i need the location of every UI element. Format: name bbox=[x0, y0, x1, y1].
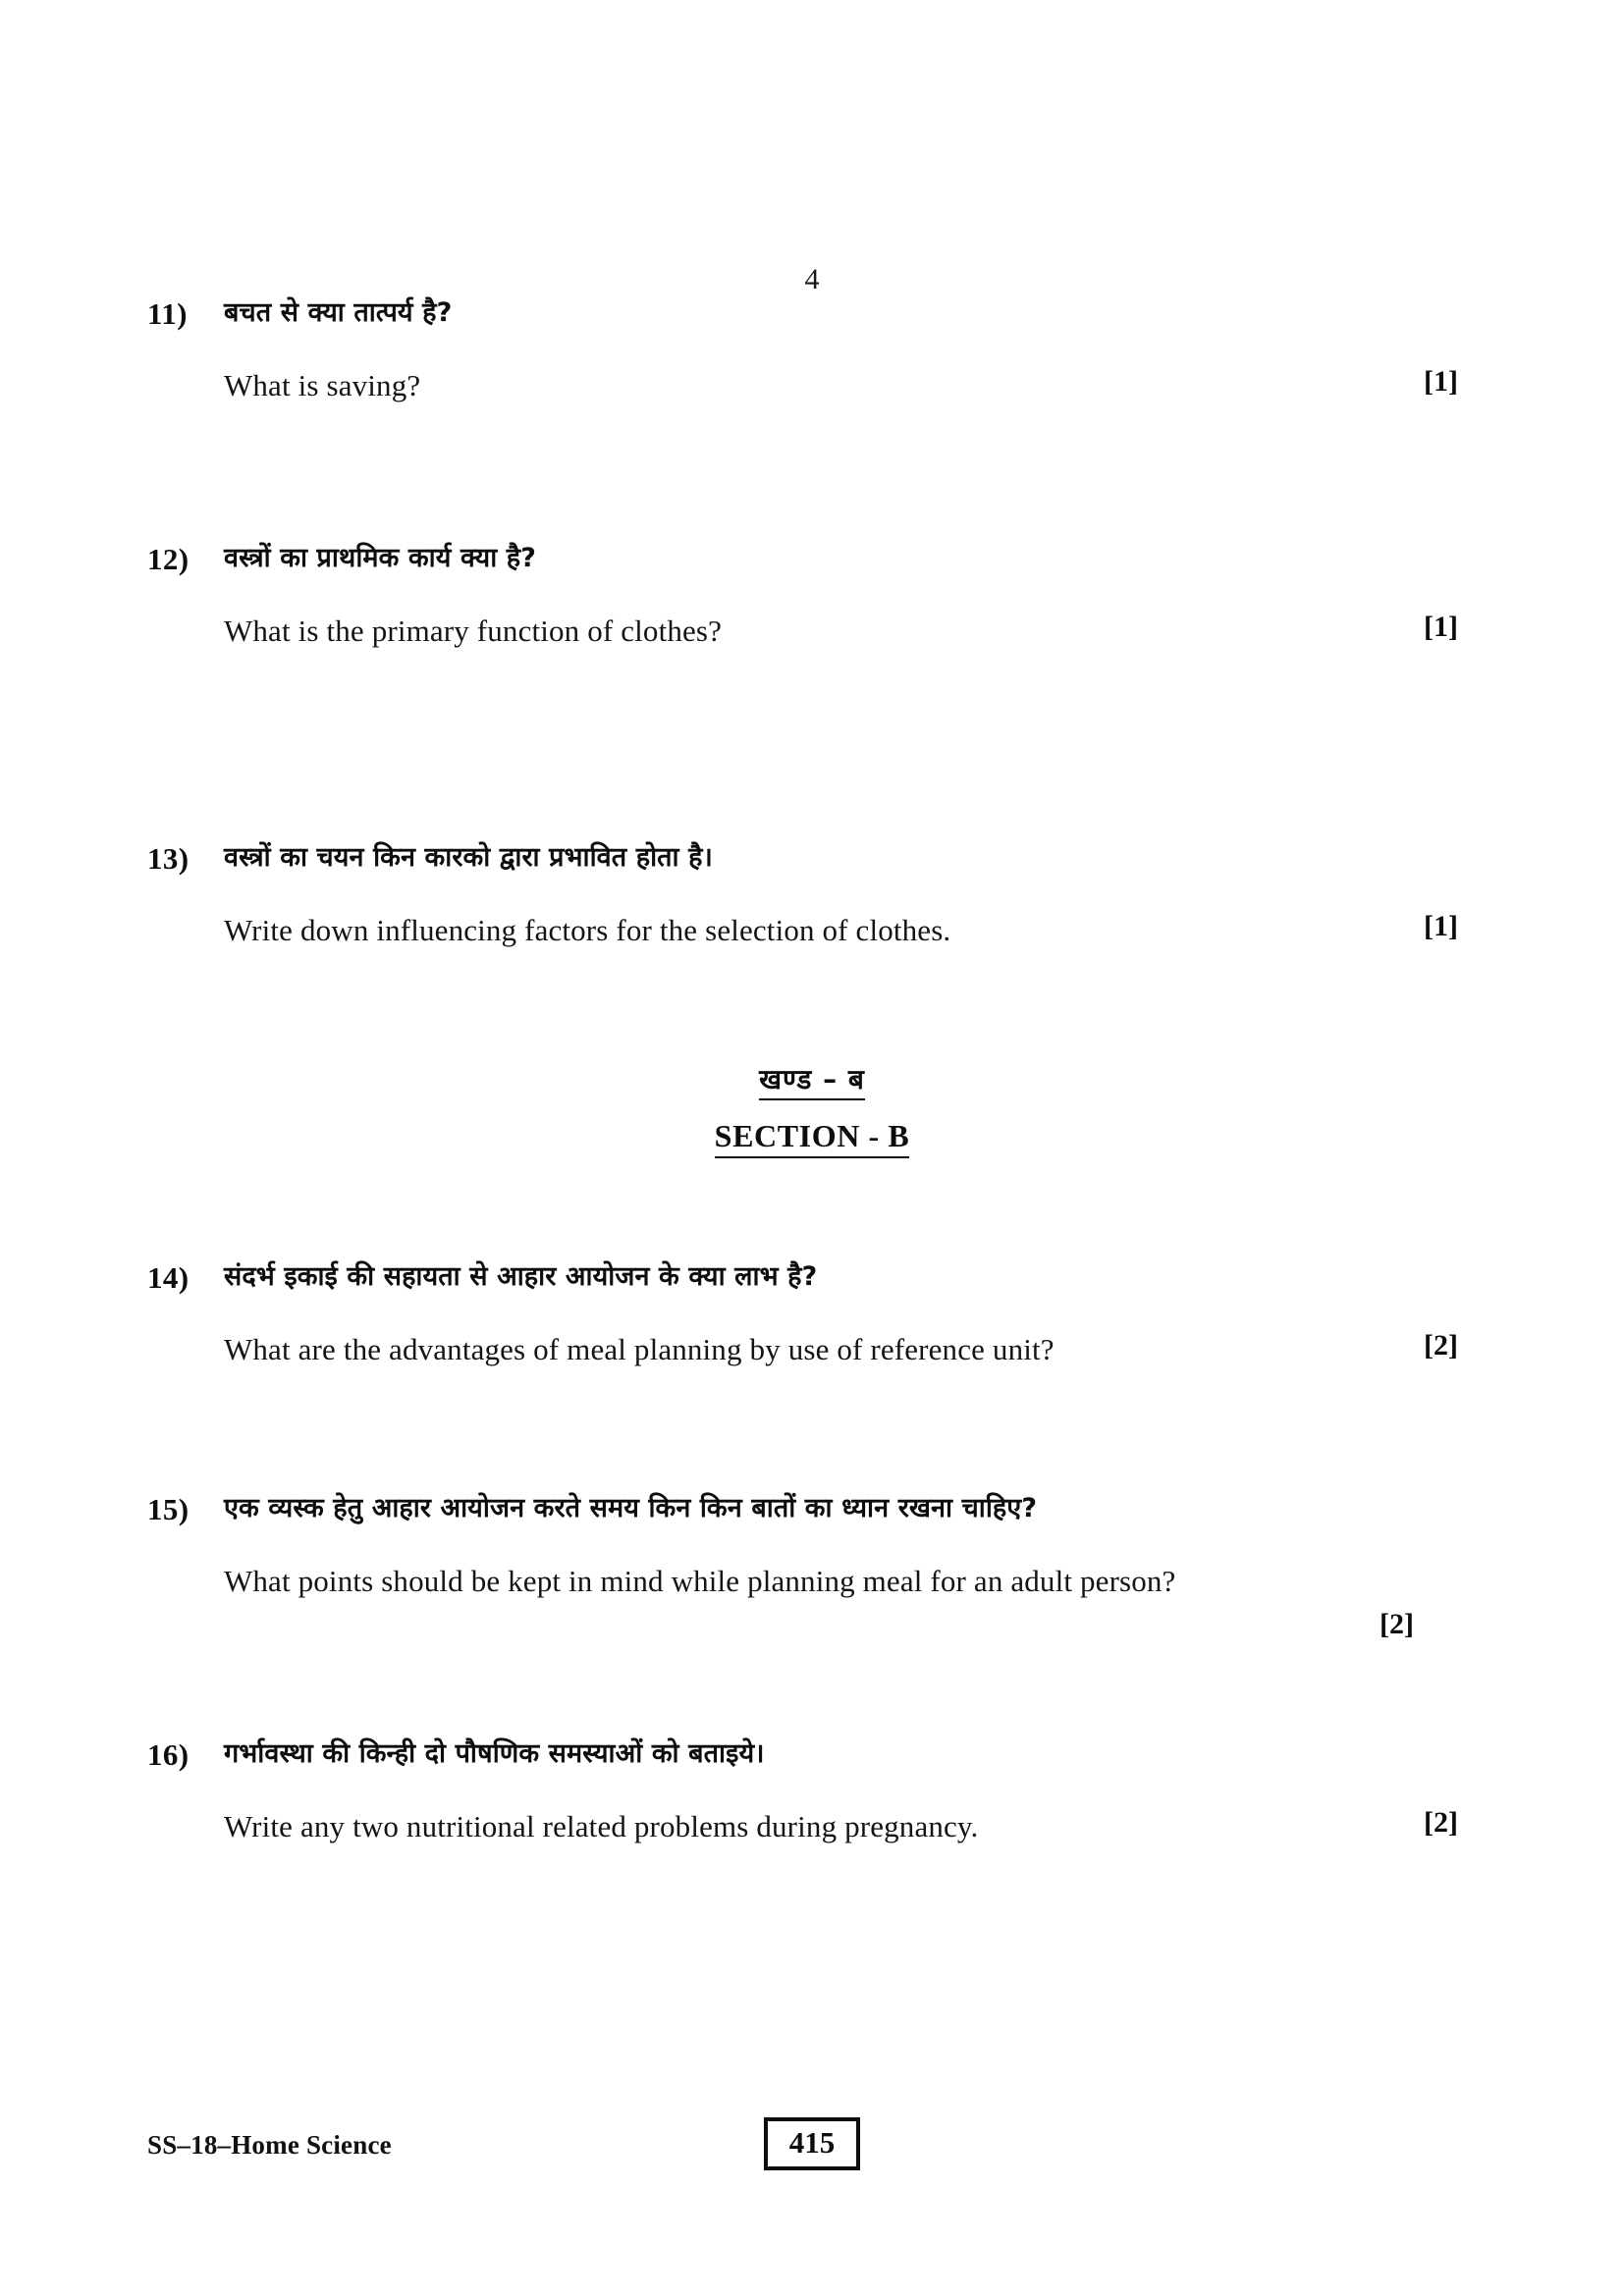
question-marks: [2] bbox=[1424, 1806, 1458, 1840]
section-heading-hindi bbox=[0, 1060, 1624, 1097]
question-hindi-row bbox=[147, 1735, 1468, 1775]
section-heading-english-text: SECTION - B bbox=[715, 1118, 910, 1158]
question-hindi-row bbox=[147, 1490, 1468, 1529]
question-block-16 bbox=[147, 1735, 1468, 1847]
question-text-hindi: गर्भावस्था की किन्ही दो पौषणिक समस्याओं को बताइये। bbox=[224, 1738, 765, 1769]
question-text-hindi: वस्त्रों का चयन किन कारको द्वारा प्रभावित होता है। bbox=[224, 842, 713, 873]
question-english-row bbox=[147, 1329, 1468, 1370]
section-heading-english bbox=[0, 1118, 1624, 1154]
question-text-english: Write down influencing factors for the selection of clothes. bbox=[224, 913, 951, 948]
question-marks: [1] bbox=[1424, 910, 1458, 943]
question-text-hindi: एक व्यस्क हेतु आहार आयोजन करते समय किन किन बातों का ध्यान रखना चाहिए? bbox=[224, 1493, 1038, 1523]
question-text-english: Write any two nutritional related problems during pregnancy. bbox=[224, 1809, 979, 1844]
question-number: 14) bbox=[147, 1260, 189, 1295]
question-hindi-row bbox=[147, 294, 1468, 334]
footer-booklet-code-wrap bbox=[0, 2117, 1624, 2170]
question-text-english: What points should be kept in mind while planning meal for an adult person? bbox=[224, 1564, 1176, 1599]
question-english-row bbox=[147, 611, 1468, 652]
question-hindi-row bbox=[147, 540, 1468, 579]
question-block-11 bbox=[147, 294, 1468, 406]
question-text-hindi: वस्त्रों का प्राथमिक कार्य क्या है? bbox=[224, 543, 537, 573]
question-number: 16) bbox=[147, 1737, 189, 1772]
question-block-15 bbox=[147, 1490, 1468, 1641]
question-text-hindi: बचत से क्या तात्पर्य है? bbox=[224, 297, 453, 328]
question-text-english: What are the advantages of meal planning by use of reference unit? bbox=[224, 1332, 1055, 1367]
question-block-13 bbox=[147, 839, 1468, 951]
question-marks: [2] bbox=[1380, 1607, 1414, 1640]
question-number: 13) bbox=[147, 841, 189, 876]
footer-paper-code: SS–18–Home Science bbox=[147, 2130, 392, 2160]
question-text-hindi: संदर्भ इकाई की सहायता से आहार आयोजन के क्या लाभ है? bbox=[224, 1261, 818, 1292]
section-heading-hindi-text: खण्ड – ब bbox=[759, 1063, 865, 1100]
question-text-english: What is saving? bbox=[224, 368, 421, 403]
question-text-english: What is the primary function of clothes? bbox=[224, 614, 723, 649]
page-number: 4 bbox=[804, 263, 820, 295]
question-english-row bbox=[147, 365, 1468, 406]
question-english-row bbox=[147, 1806, 1468, 1847]
question-english-row bbox=[147, 1561, 1468, 1602]
question-number: 15) bbox=[147, 1492, 189, 1526]
question-english-row bbox=[147, 910, 1468, 951]
question-hindi-row bbox=[147, 839, 1468, 879]
question-marks: [1] bbox=[1424, 611, 1458, 644]
question-number: 12) bbox=[147, 542, 189, 576]
section-heading bbox=[0, 1060, 1624, 1154]
question-block-14 bbox=[147, 1258, 1468, 1370]
question-marks: [1] bbox=[1424, 365, 1458, 399]
question-marks: [2] bbox=[1424, 1329, 1458, 1362]
question-hindi-row bbox=[147, 1258, 1468, 1298]
footer-booklet-code: 415 bbox=[764, 2117, 861, 2170]
question-block-12 bbox=[147, 540, 1468, 652]
question-number: 11) bbox=[147, 296, 188, 331]
